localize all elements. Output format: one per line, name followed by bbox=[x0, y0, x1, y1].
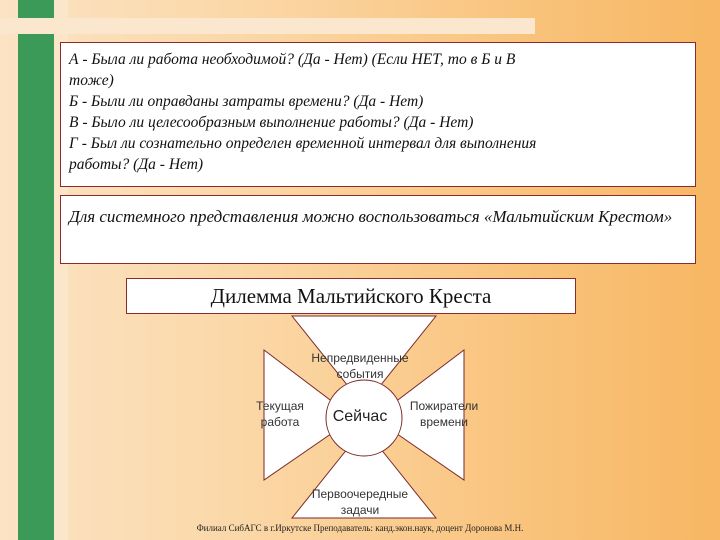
diagram-title: Дилемма Мальтийского Креста bbox=[126, 278, 576, 314]
footer-credit: Филиал СибАГС в г.Иркутске Преподаватель: канд.экон.наук, доцент Доронова М.Н. bbox=[196, 523, 524, 533]
cross-center-label: Сейчас bbox=[332, 408, 388, 425]
cross-label-left bbox=[240, 398, 320, 430]
cross-label-top bbox=[290, 350, 430, 382]
intro-text: Для системного представления можно воспользоваться «Мальтийским Крестом» bbox=[69, 207, 673, 226]
questions-box bbox=[60, 42, 696, 187]
cross-label-line: события bbox=[336, 367, 384, 381]
cross-label-line: времени bbox=[420, 415, 468, 429]
decorative-stripe-green bbox=[18, 0, 54, 540]
question-line: В - Было ли целесообразным выполнение работы? (Да - Нет) bbox=[69, 114, 474, 131]
question-line: Б - Были ли оправданы затраты времени? (Да - Нет) bbox=[69, 93, 424, 110]
question-line: Г - Был ли сознательно определен временной интервал для выполнения bbox=[69, 135, 537, 152]
intro-box bbox=[60, 195, 696, 264]
decorative-band bbox=[0, 18, 535, 34]
cross-label-line: Первоочередные bbox=[311, 487, 409, 501]
question-line: тоже) bbox=[69, 72, 114, 89]
cross-label-right bbox=[398, 398, 490, 430]
cross-label-line: работа bbox=[260, 415, 300, 429]
cross-label-line: Непредвиденные bbox=[311, 351, 409, 365]
cross-label-line: задачи bbox=[340, 503, 380, 517]
question-line: работы? (Да - Нет) bbox=[69, 156, 204, 173]
cross-label-line: Текущая bbox=[256, 399, 304, 413]
cross-label-bottom bbox=[290, 486, 430, 518]
question-line: А - Была ли работа необходимой? (Да - Нет) (Если НЕТ, то в Б и В bbox=[69, 51, 516, 68]
cross-label-line: Пожиратели bbox=[409, 399, 479, 413]
